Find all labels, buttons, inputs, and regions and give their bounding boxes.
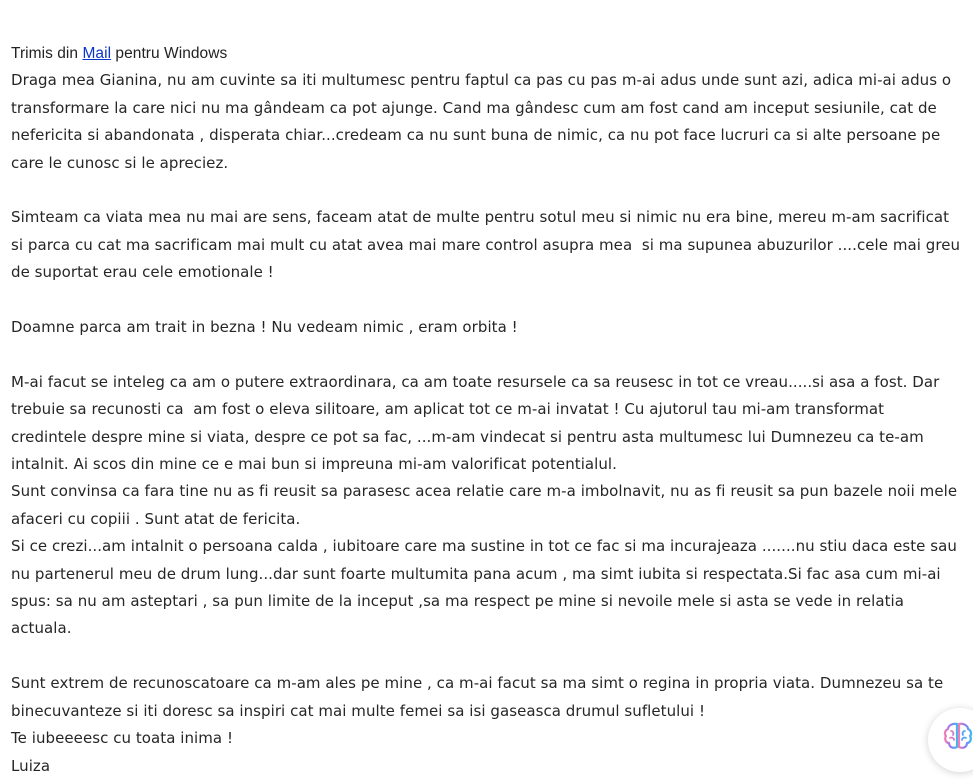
paragraph-new-partner: Si ce crezi...am intalnit o persoana calda , iubitoare care ma sustine in tot ce fac si ma incurajeaza .......nu stiu daca este sau nu partenerul meu de drum lung...dar sunt foarte multumita pana acum , ma simt iubita si respectata.Si fac asa cum mi-ai spus: sa nu am asteptari , sa pun limite de la inceput ,sa ma respect pe mine si nevoile mele si asta se vede in relatia actuala. bbox=[11, 537, 962, 638]
blank-line bbox=[11, 177, 963, 204]
sent-from-prefix: Trimis din bbox=[11, 45, 83, 62]
paragraph-darkness: Doamne parca am trait in bezna ! Nu vedeam nimic , eram orbita ! bbox=[11, 318, 518, 337]
paragraph-past: Simteam ca viata mea nu mai are sens, faceam atat de multe pentru sotul meu si nimic nu era bine, mereu m-am sacrificat si parca cu cat ma sacrificam mai mult cu atat avea mai mare control asupra mea si ma supunea abuzurilor ....cele mai greu de suportat erau cele emotionale ! bbox=[11, 208, 965, 282]
email-message bbox=[11, 40, 963, 780]
mail-link[interactable]: Mail bbox=[82, 45, 112, 62]
sent-from-line bbox=[11, 40, 963, 67]
paragraph-love: Te iubeeeesc cu toata inima ! bbox=[11, 729, 234, 748]
signature: Luiza bbox=[11, 756, 51, 775]
sent-from-suffix: pentru Windows bbox=[111, 45, 228, 62]
blank-line bbox=[11, 643, 963, 670]
paragraph-gratitude: Sunt extrem de recunoscatoare ca m-am ales pe mine , ca m-ai facut sa ma simt o regina in propria viata. Dumnezeu sa te binecuvanteze si iti doresc sa inspiri cat mai multe femei sa isi gaseasca drumul sufletului ! bbox=[11, 674, 949, 720]
paragraph-conviction: Sunt convinsa ca fara tine nu as fi reusit sa parasesc acea relatie care m-a imbolnavit, nu as fi reusit sa pun bazele noii mele afaceri cu copiii . Sunt atat de fericita. bbox=[11, 482, 962, 528]
paragraph-greeting: Draga mea Gianina, nu am cuvinte sa iti multumesc pentru faptul ca pas cu pas m-ai adus unde sunt azi, adica mi-ai adus o transformare la care nici nu ma gândeam ca pot ajunge. Cand ma gândesc cum am fost cand am inceput sesiunile, cat de nefericita si abandonata , disperata chiar...credeam ca nu sunt buna de nimic, ca nu pot face lucruri ca si alte persoane pe care le cunosc si le apreciez. bbox=[11, 71, 956, 172]
paragraph-transformation: M-ai facut se inteleg ca am o putere extraordinara, ca am toate resursele ca sa reusesc in tot ce vreau.....si asa a fost. Dar trebuie sa recunosti ca am fost o eleva silitoare, am aplicat tot ce m-ai invatat ! Cu ajutorul tau mi-am transformat credintele despre mine si viata, despre ce pot sa fac, ...m-am vindecat si pentru asta multumesc lui Dumnezeu ca te-am intalnit. Ai scos din mine ce e mai bun si impreuna mi-am valorificat potentialul. bbox=[11, 372, 945, 474]
blank-line bbox=[11, 287, 963, 314]
blank-line bbox=[11, 341, 963, 368]
